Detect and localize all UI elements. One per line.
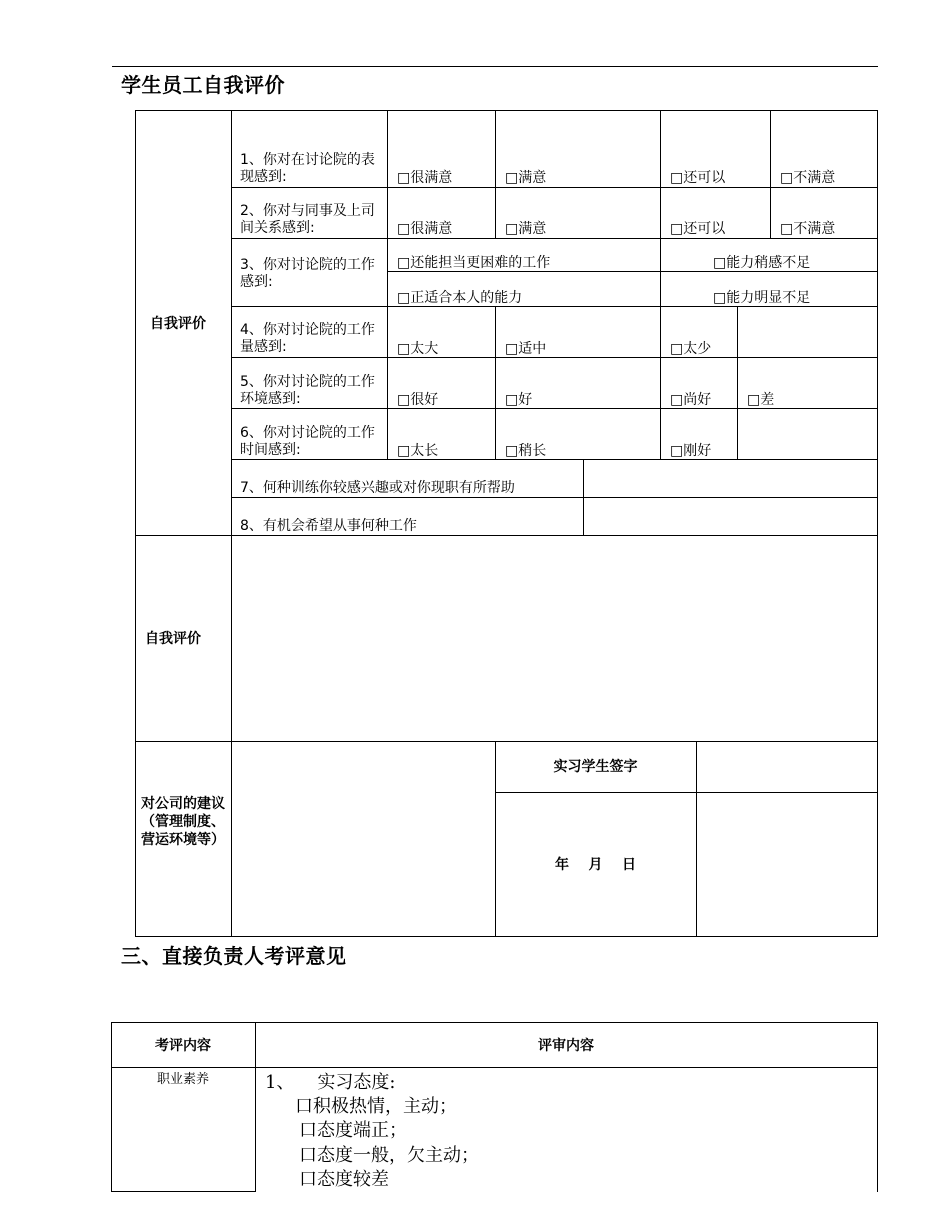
date-label: 年 月 日: [555, 857, 636, 873]
question-8: 8、有机会希望从事何种工作: [240, 518, 417, 534]
q8-answer-field[interactable]: [585, 499, 876, 534]
self-eval-text-area[interactable]: [233, 537, 876, 740]
question-4: 4、你对讨论院的工作量感到:: [240, 322, 375, 355]
section-3-title: 三、直接负责人考评意见: [121, 944, 347, 968]
signature-label: 实习学生签字: [553, 759, 638, 775]
attitude-option-enthusiastic[interactable]: 口积极热情，主动；: [295, 1096, 457, 1117]
question-5: 5、你对讨论院的工作环境感到:: [240, 374, 375, 407]
q5-option-good[interactable]: □好: [505, 392, 533, 408]
q2-option-ok[interactable]: □还可以: [670, 221, 726, 237]
self-eval-label: 自我评价: [150, 316, 206, 332]
q4-option-too-little[interactable]: □太少: [670, 341, 712, 357]
q2-option-very-satisfied[interactable]: □很满意: [397, 221, 453, 237]
q7-answer-field[interactable]: [585, 461, 876, 496]
question-3: 3、你对讨论院的工作感到:: [240, 257, 375, 290]
attitude-option-poor[interactable]: 口态度较差: [299, 1169, 389, 1190]
q6-option-slightly-long[interactable]: □稍长: [505, 443, 547, 459]
q2-option-unsatisfied[interactable]: □不满意: [780, 221, 836, 237]
signature-field[interactable]: [698, 743, 876, 791]
company-suggestion-label: 对公司的建议（管理制度、营运环境等）: [141, 796, 225, 848]
q2-option-satisfied[interactable]: □满意: [505, 221, 547, 237]
review-header-review: 评审内容: [538, 1038, 594, 1054]
q3-option-suitable[interactable]: □正适合本人的能力: [397, 290, 523, 306]
q4-option-moderate[interactable]: □适中: [505, 341, 547, 357]
q1-option-satisfied[interactable]: □满意: [505, 170, 547, 186]
attitude-option-average[interactable]: 口态度一般，欠主动；: [299, 1145, 479, 1166]
section-title-self-eval: 学生员工自我评价: [121, 73, 285, 97]
top-rule: [112, 66, 878, 67]
q5-option-very-good[interactable]: □很好: [397, 392, 439, 408]
attitude-option-correct[interactable]: 口态度端正；: [299, 1120, 407, 1141]
review-item-attitude: 1、 实习态度:: [265, 1072, 396, 1093]
q1-option-unsatisfied[interactable]: □不满意: [780, 170, 836, 186]
question-7: 7、何种训练你较感兴趣或对你现职有所帮助: [240, 480, 515, 496]
q4-option-too-much[interactable]: □太大: [397, 341, 439, 357]
q1-option-very-satisfied[interactable]: □很满意: [397, 170, 453, 186]
question-1: 1、你对在讨论院的表现感到:: [240, 152, 375, 185]
company-suggestion-text-area[interactable]: [233, 743, 494, 935]
date-field[interactable]: [698, 794, 876, 935]
question-2: 2、你对与同事及上司间关系感到:: [240, 203, 375, 236]
q5-option-fair[interactable]: □尚好: [670, 392, 712, 408]
q1-option-ok[interactable]: □还可以: [670, 170, 726, 186]
review-header-content: 考评内容: [155, 1038, 211, 1054]
self-eval-label-2: 自我评价: [145, 631, 201, 647]
q3-option-slightly-insufficient[interactable]: □能力稍感不足: [713, 255, 811, 271]
review-row-label-professionalism: 职业素养: [156, 1072, 209, 1087]
question-6: 6、你对讨论院的工作时间感到:: [240, 425, 375, 458]
q3-option-more-difficult[interactable]: □还能担当更困难的工作: [397, 255, 551, 271]
q3-option-clearly-insufficient[interactable]: □能力明显不足: [713, 290, 811, 306]
q6-option-too-long[interactable]: □太长: [397, 443, 439, 459]
q5-option-poor[interactable]: □差: [747, 392, 775, 408]
q6-option-just-right[interactable]: □刚好: [670, 443, 712, 459]
